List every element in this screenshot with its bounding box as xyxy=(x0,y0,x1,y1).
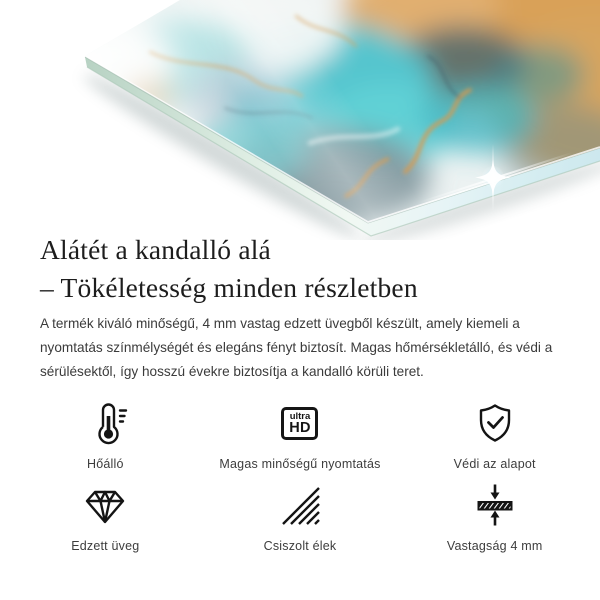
page-title-line1: Alátét a kandalló alá xyxy=(40,234,271,265)
feature-label: Magas minőségű nyomtatás xyxy=(219,457,381,471)
feature-item-protects-base xyxy=(397,399,592,471)
product-image xyxy=(0,0,600,240)
feature-item-polished-edges xyxy=(203,481,398,553)
shield-check-icon xyxy=(473,401,517,445)
feature-item-hd-print xyxy=(203,399,398,471)
feature-label: Vastagság 4 mm xyxy=(446,539,543,553)
thermometer-icon xyxy=(82,400,128,446)
feature-label: Csiszolt élek xyxy=(263,539,337,553)
polished-edges-icon xyxy=(278,483,322,527)
feature-label: Védi az alapot xyxy=(453,457,536,471)
feature-label: Hőálló xyxy=(87,457,124,471)
ultra-hd-badge-top: ultra xyxy=(289,410,311,422)
thickness-icon xyxy=(473,483,517,527)
feature-list xyxy=(0,399,600,553)
ultra-hd-badge-icon xyxy=(281,407,318,440)
page-title-line2: – Tökéletesség minden részletben xyxy=(40,272,418,303)
feature-item-thickness xyxy=(397,481,592,553)
ultra-hd-badge-bottom: HD xyxy=(289,419,311,436)
feature-item-heat-resistant xyxy=(8,399,203,471)
feature-item-tempered-glass xyxy=(8,481,203,553)
diamond-icon xyxy=(83,483,127,527)
product-description: A termék kiváló minőségű, 4 mm vastag edzett üvegből készült, amely kiemeli a nyomtatás színmélységét és elegáns fényt biztosít. Magas hőmérsékletálló, és védi a sérülésektől, így hosszú évekre biztosítja a kandalló körüli teret. xyxy=(40,316,553,379)
feature-label: Edzett üveg xyxy=(71,539,140,553)
glass-panel-art xyxy=(0,0,600,240)
page-title xyxy=(40,231,418,307)
